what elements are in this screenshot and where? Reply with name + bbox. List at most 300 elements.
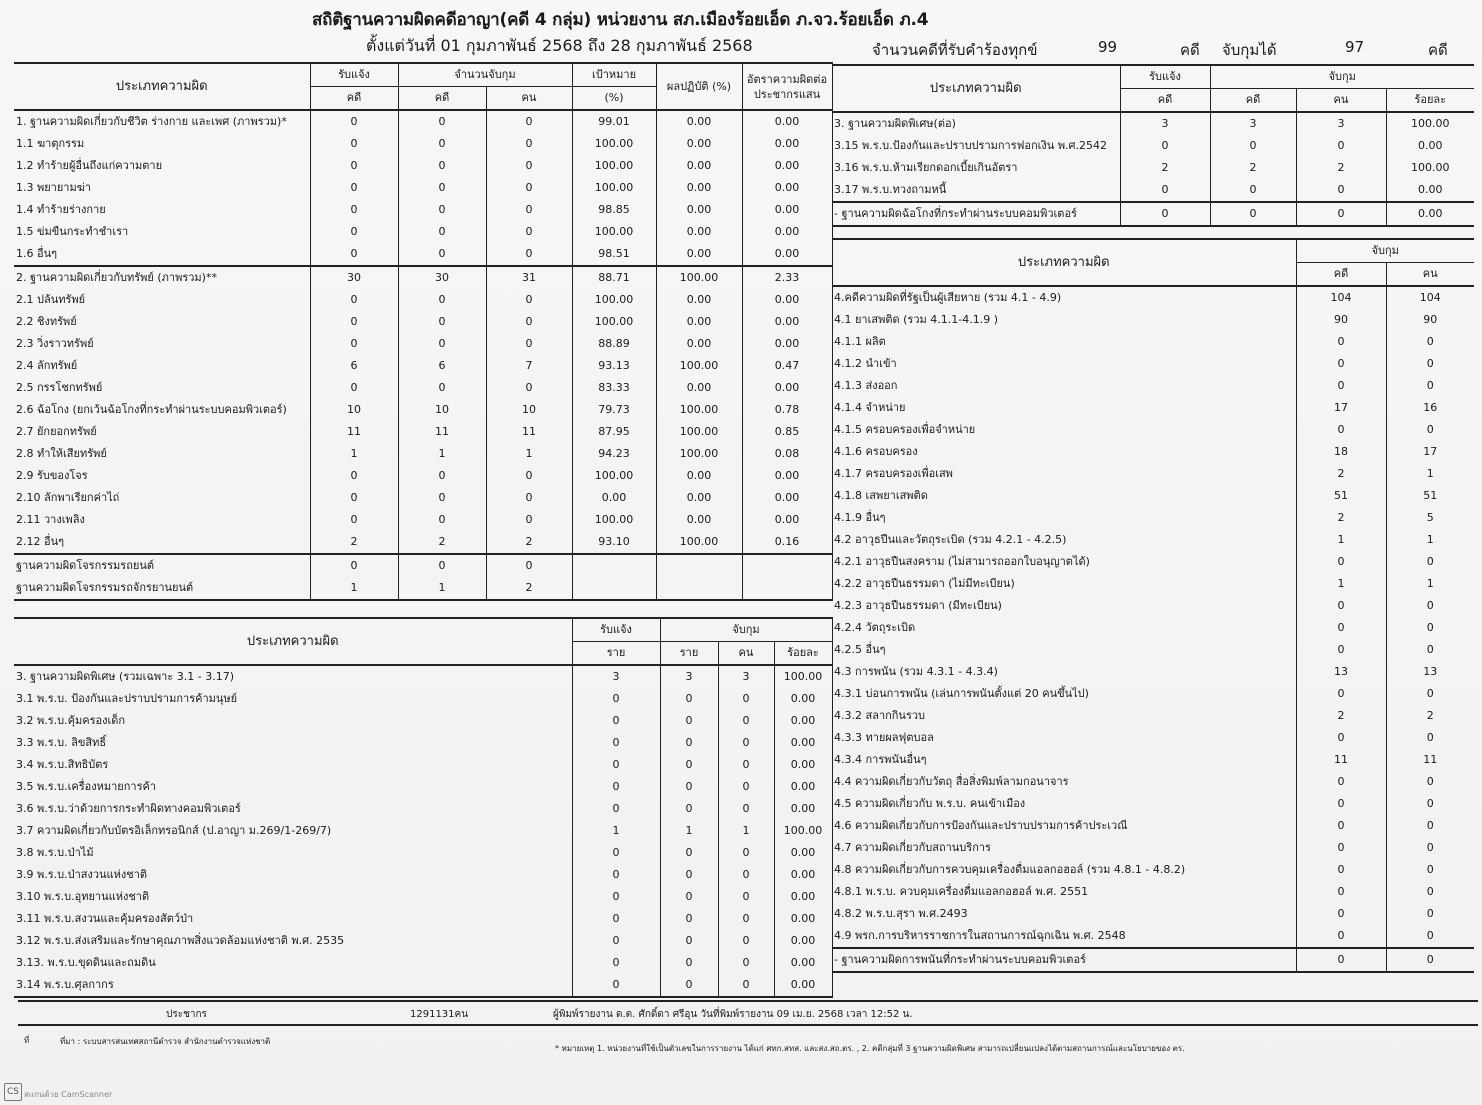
cell-cases: 2 xyxy=(398,531,486,554)
offense-label: 3.9 พ.ร.บ.ป่าสงวนแห่งชาติ xyxy=(16,868,148,881)
cell-percent: 0.00 xyxy=(774,754,832,776)
col-persons: คน xyxy=(1296,89,1386,113)
cell-cases: 0 xyxy=(398,465,486,487)
table-row xyxy=(14,110,832,133)
cell-persons: 0 xyxy=(486,487,572,509)
cell-percent: 100.00 xyxy=(774,820,832,842)
offense-label: 4.1.9 อื่นๆ xyxy=(834,511,886,524)
table-row xyxy=(14,665,832,688)
offense-label: 2.8 ทำให้เสียทรัพย์ xyxy=(16,447,107,460)
table-row xyxy=(832,463,1474,485)
cell-arrested: 3 xyxy=(660,665,718,688)
cell-rate: 0.00 xyxy=(742,487,832,509)
cell-persons: 0 xyxy=(718,754,774,776)
cell-reported: 0 xyxy=(310,155,398,177)
cell-reported: 0 xyxy=(310,554,398,577)
cell-cases: 17 xyxy=(1296,397,1386,419)
table-row xyxy=(832,157,1474,179)
col-offense-type: ประเภทความผิด xyxy=(832,65,1120,112)
cell-persons: 0 xyxy=(486,554,572,577)
offense-label: 1.3 พยายามฆ่า xyxy=(16,181,92,194)
cell-persons: 0 xyxy=(1386,727,1474,749)
cell-arrested: 0 xyxy=(660,864,718,886)
table-row xyxy=(832,749,1474,771)
cell-percent: 0.00 xyxy=(774,798,832,820)
cell-reported: 0 xyxy=(310,509,398,531)
table-row xyxy=(832,375,1474,397)
cell-cases: 0 xyxy=(1296,331,1386,353)
offense-label: 2.9 รับของโจร xyxy=(16,469,88,482)
cell-performance xyxy=(656,577,742,600)
col-reported: รับแจ้ง xyxy=(572,618,660,642)
table-row xyxy=(832,135,1474,157)
offense-label: 2.7 ยักยอกทรัพย์ xyxy=(16,425,97,438)
table-row xyxy=(14,221,832,243)
cell-cases: 0 xyxy=(1296,419,1386,441)
cell-cases: 0 xyxy=(398,110,486,133)
cell-reported: 0 xyxy=(1120,135,1210,157)
cell-percent: 100.00 xyxy=(1386,157,1474,179)
table-row xyxy=(14,266,832,289)
cell-persons: 0 xyxy=(1386,375,1474,397)
offense-label: 3.11 พ.ร.บ.สงวนและคุ้มครองสัตว์ป่า xyxy=(16,912,194,925)
cell-persons: 1 xyxy=(1386,529,1474,551)
table-row xyxy=(14,487,832,509)
cell-target: 100.00 xyxy=(572,465,656,487)
cell-cases: 0 xyxy=(1296,771,1386,793)
table-row xyxy=(14,465,832,487)
offense-label: 4.1.7 ครอบครองเพื่อเสพ xyxy=(834,467,953,480)
cell-reported: 0 xyxy=(310,377,398,399)
cell-target: 0.00 xyxy=(572,487,656,509)
offense-label: 4.6 ความผิดเกี่ยวกับการป้องกันและปราบปรามการค้าประเวณี xyxy=(834,819,1128,832)
col-reported: รับแจ้ง xyxy=(1120,65,1210,89)
cell-cases: 0 xyxy=(398,554,486,577)
cell-cases: 1 xyxy=(398,577,486,600)
cell-reported: 0 xyxy=(310,311,398,333)
cell-reported: 0 xyxy=(572,952,660,974)
cell-persons: 2 xyxy=(486,577,572,600)
table-row xyxy=(832,353,1474,375)
col-reported-cases: คดี xyxy=(1120,89,1210,113)
col-arrested-unit: ราย xyxy=(660,642,718,666)
cell-reported: 0 xyxy=(572,886,660,908)
cell-rate: 0.00 xyxy=(742,377,832,399)
cell-percent: 0.00 xyxy=(774,864,832,886)
cell-reported: 0 xyxy=(310,110,398,133)
offense-label: 4.4 ความผิดเกี่ยวกับวัตถุ สื่อสิ่งพิมพ์ลามกอนาจาร xyxy=(834,775,1069,788)
cell-cases: 0 xyxy=(1296,859,1386,881)
cell-cases: 0 xyxy=(398,199,486,221)
cell-cases: 3 xyxy=(1210,112,1296,135)
table-row xyxy=(14,577,832,600)
cell-target: 100.00 xyxy=(572,155,656,177)
table-row xyxy=(832,837,1474,859)
cell-arrested: 0 xyxy=(660,688,718,710)
cell-persons: 0 xyxy=(486,289,572,311)
cell-rate: 0.00 xyxy=(742,177,832,199)
cell-cases: 0 xyxy=(1296,815,1386,837)
offense-label: 1.6 อื่นๆ xyxy=(16,247,58,260)
col-persons: คน xyxy=(1386,263,1474,287)
cell-persons: 0 xyxy=(486,243,572,266)
table-row xyxy=(14,886,832,908)
table-row xyxy=(14,355,832,377)
offense-label: 4.7 ความผิดเกี่ยวกับสถานบริการ xyxy=(834,841,991,854)
offense-label: 3.12 พ.ร.บ.ส่งเสริมและรักษาคุณภาพสิ่งแวดล้อมแห่งชาติ พ.ศ. 2535 xyxy=(16,934,345,947)
cell-persons: 5 xyxy=(1386,507,1474,529)
col-arrested: จับกุม xyxy=(1210,65,1474,89)
cell-performance: 100.00 xyxy=(656,266,742,289)
cell-performance: 0.00 xyxy=(656,311,742,333)
offense-label: 3.15 พ.ร.บ.ป้องกันและปราบปรามการฟอกเงิน พ.ศ.2542 xyxy=(834,139,1108,152)
col-percent: ร้อยละ xyxy=(774,642,832,666)
offense-label: 4.2.5 อื่นๆ xyxy=(834,643,886,656)
cell-cases: 0 xyxy=(1296,837,1386,859)
table-row xyxy=(832,948,1474,972)
cell-cases: 2 xyxy=(1296,507,1386,529)
offense-label: 1.1 ฆาตุกรรม xyxy=(16,137,85,150)
offense-label: 4.5 ความผิดเกี่ยวกับ พ.ร.บ. คนเข้าเมือง xyxy=(834,797,1026,810)
col-arrested: จับกุม xyxy=(660,618,832,642)
cell-persons: 1 xyxy=(486,443,572,465)
offense-label: 4.1.4 จำหน่าย xyxy=(834,401,906,414)
cell-persons: 1 xyxy=(718,820,774,842)
cell-reported: 0 xyxy=(310,199,398,221)
cell-persons: 11 xyxy=(486,421,572,443)
col-persons: คน xyxy=(718,642,774,666)
offense-label: 2.10 ลักพาเรียกค่าไถ่ xyxy=(16,491,120,504)
offense-label: 4.8.2 พ.ร.บ.สุรา พ.ศ.2493 xyxy=(834,907,968,920)
cell-target: 83.33 xyxy=(572,377,656,399)
cell-persons: 17 xyxy=(1386,441,1474,463)
cell-persons: 0 xyxy=(1296,135,1386,157)
cell-reported: 0 xyxy=(310,133,398,155)
cell-cases: 104 xyxy=(1296,286,1386,309)
offense-label: 4.1 ยาเสพติด (รวม 4.1.1-4.1.9 ) xyxy=(834,313,998,326)
cell-arrested: 0 xyxy=(660,908,718,930)
cell-reported: 6 xyxy=(310,355,398,377)
cell-performance: 0.00 xyxy=(656,199,742,221)
cell-persons: 0 xyxy=(1386,815,1474,837)
table-life-property xyxy=(14,62,833,601)
cell-cases: 0 xyxy=(398,243,486,266)
table-row xyxy=(832,859,1474,881)
table-row xyxy=(14,974,832,997)
cell-target: 100.00 xyxy=(572,177,656,199)
cell-reported: 0 xyxy=(310,177,398,199)
cell-cases: 0 xyxy=(1210,179,1296,202)
cell-cases: 0 xyxy=(398,133,486,155)
cell-cases: 0 xyxy=(398,487,486,509)
cell-percent: 100.00 xyxy=(774,665,832,688)
cell-rate xyxy=(742,577,832,600)
cell-arrested: 0 xyxy=(660,952,718,974)
cell-performance: 0.00 xyxy=(656,509,742,531)
cell-cases: 1 xyxy=(1296,529,1386,551)
offense-label: 3.8 พ.ร.บ.ป่าไม้ xyxy=(16,846,94,859)
cell-performance: 100.00 xyxy=(656,355,742,377)
cell-target: 93.10 xyxy=(572,531,656,554)
cell-persons: 0 xyxy=(1386,837,1474,859)
cell-percent: 0.00 xyxy=(1386,179,1474,202)
offense-label: ฐานความผิดโจรกรรมรถจักรยานยนต์ xyxy=(16,581,194,594)
cell-target: 100.00 xyxy=(572,311,656,333)
table-row xyxy=(14,754,832,776)
cell-performance: 0.00 xyxy=(656,221,742,243)
case-unit-2: คดี xyxy=(1428,41,1448,59)
table-row xyxy=(832,727,1474,749)
cell-target: 79.73 xyxy=(572,399,656,421)
table-row xyxy=(14,776,832,798)
cell-rate: 0.00 xyxy=(742,133,832,155)
cell-percent: 0.00 xyxy=(1386,202,1474,226)
cell-percent: 0.00 xyxy=(774,776,832,798)
cell-cases: 0 xyxy=(1296,639,1386,661)
table-row xyxy=(14,155,832,177)
cell-performance xyxy=(656,554,742,577)
table-special-offenses xyxy=(14,617,833,998)
col-offense-type: ประเภทความผิด xyxy=(14,63,310,110)
offense-label: 4.2.2 อาวุธปืนธรรมดา (ไม่มีทะเบียน) xyxy=(834,577,1015,590)
offense-label: 3.1 พ.ร.บ. ป้องกันและปราบปรามการค้ามนุษย์ xyxy=(16,692,238,705)
cell-persons: 0 xyxy=(1386,948,1474,972)
cell-performance: 0.00 xyxy=(656,487,742,509)
cell-persons: 0 xyxy=(486,110,572,133)
cell-arrested: 0 xyxy=(660,930,718,952)
cell-rate: 0.47 xyxy=(742,355,832,377)
offense-label: 4.1.1 ผลิต xyxy=(834,335,886,348)
cell-cases: 10 xyxy=(398,399,486,421)
cell-reported: 0 xyxy=(572,754,660,776)
cell-reported: 0 xyxy=(310,243,398,266)
table-row xyxy=(832,441,1474,463)
table-row xyxy=(14,531,832,554)
cell-cases: 0 xyxy=(1210,135,1296,157)
report-title: สถิติฐานความผิดคดีอาญา(คดี 4 กลุ่ม) หน่วยงาน สภ.เมืองร้อยเอ็ด ภ.จว.ร้อยเอ็ด ภ.4 xyxy=(312,10,929,30)
cell-persons: 1 xyxy=(1386,573,1474,595)
cell-persons: 13 xyxy=(1386,661,1474,683)
table-row xyxy=(14,732,832,754)
cell-cases: 13 xyxy=(1296,661,1386,683)
cell-cases: 0 xyxy=(398,377,486,399)
table-row xyxy=(832,331,1474,353)
cell-performance: 0.00 xyxy=(656,289,742,311)
offense-label: 1.5 ข่มขืนกระทำชำเรา xyxy=(16,225,129,238)
cell-arrested: 0 xyxy=(660,710,718,732)
cell-cases: 0 xyxy=(1296,727,1386,749)
cell-rate: 0.00 xyxy=(742,199,832,221)
offense-label: 3.13. พ.ร.บ.ขุดดินและถมดิน xyxy=(16,956,156,969)
cell-percent: 0.00 xyxy=(774,886,832,908)
cell-reported: 30 xyxy=(310,266,398,289)
footer-divider-top xyxy=(18,1000,1478,1002)
offense-label: 4.1.8 เสพยาเสพติด xyxy=(834,489,928,502)
offense-label: 4.8 ความผิดเกี่ยวกับการควบคุมเครื่องดื่มแอลกอฮอล์ (รวม 4.8.1 - 4.8.2) xyxy=(834,863,1186,876)
offense-label: 4.2.4 วัตถุระเบิด xyxy=(834,621,916,634)
cell-persons: 0 xyxy=(718,864,774,886)
offense-label: 2.6 ฉ้อโกง (ยกเว้นฉ้อโกงที่กระทำผ่านระบบคอมพิวเตอร์) xyxy=(16,403,287,416)
table-row xyxy=(14,710,832,732)
cell-performance: 0.00 xyxy=(656,243,742,266)
cell-rate: 0.85 xyxy=(742,421,832,443)
cell-target: 100.00 xyxy=(572,133,656,155)
cell-reported: 0 xyxy=(310,465,398,487)
offense-label: 4.1.3 ส่งออก xyxy=(834,379,898,392)
cell-persons: 0 xyxy=(486,133,572,155)
cell-target: 98.51 xyxy=(572,243,656,266)
cell-cases: 0 xyxy=(398,509,486,531)
cell-reported: 3 xyxy=(1120,112,1210,135)
offense-label: 3.10 พ.ร.บ.อุทยานแห่งชาติ xyxy=(16,890,150,903)
table-row xyxy=(832,617,1474,639)
source-mark: ที่ xyxy=(24,1036,30,1045)
cell-cases: 0 xyxy=(1296,881,1386,903)
cell-persons: 1 xyxy=(1386,463,1474,485)
col-target-percent: (%) xyxy=(572,87,656,111)
cell-cases: 0 xyxy=(398,333,486,355)
cell-persons: 3 xyxy=(1296,112,1386,135)
arrested-label: จับกุมได้ xyxy=(1222,41,1277,59)
offense-label: 4.3.3 ทายผลฟุตบอล xyxy=(834,731,934,744)
cell-performance: 0.00 xyxy=(656,333,742,355)
cell-cases: 0 xyxy=(398,311,486,333)
cell-persons: 0 xyxy=(486,509,572,531)
cell-rate: 2.33 xyxy=(742,266,832,289)
table-row xyxy=(832,639,1474,661)
cell-reported: 0 xyxy=(572,864,660,886)
cell-reported: 0 xyxy=(1120,179,1210,202)
cell-cases: 0 xyxy=(1296,353,1386,375)
cell-reported: 11 xyxy=(310,421,398,443)
offense-label: 4.1.5 ครอบครองเพื่อจำหน่าย xyxy=(834,423,976,436)
printed-by: ผู้พิมพ์รายงาน ด.ต. ศักดิ์ดา ศรีอุน วันที่พิมพ์รายงาน 09 เม.ย. 2568 เวลา 12:52 น. xyxy=(553,1009,913,1020)
cell-rate: 0.00 xyxy=(742,465,832,487)
offense-label: ฐานความผิดโจรกรรมรถยนต์ xyxy=(16,559,154,572)
cell-cases: 1 xyxy=(398,443,486,465)
offense-label: 2.11 วางเพลิง xyxy=(16,513,85,526)
cell-percent: 0.00 xyxy=(774,842,832,864)
cell-rate: 0.16 xyxy=(742,531,832,554)
cell-cases: 0 xyxy=(1296,595,1386,617)
cell-arrested: 0 xyxy=(660,886,718,908)
table-row xyxy=(832,815,1474,837)
cell-cases: 2 xyxy=(1210,157,1296,179)
table-row xyxy=(832,485,1474,507)
offense-label: 3.16 พ.ร.บ.ห้ามเรียกดอกเบี้ยเกินอัตรา xyxy=(834,161,1018,174)
offense-label: 2.3 วิ่งราวทรัพย์ xyxy=(16,337,94,350)
cell-persons: 31 xyxy=(486,266,572,289)
cell-cases: 51 xyxy=(1296,485,1386,507)
cell-persons: 0 xyxy=(718,886,774,908)
footer-divider-bottom xyxy=(18,1024,1478,1026)
population-label: ประชากร xyxy=(166,1009,207,1020)
col-performance: ผลปฏิบัติ (%) xyxy=(656,63,742,110)
cell-cases: 1 xyxy=(1296,573,1386,595)
table-row xyxy=(832,112,1474,135)
table-row xyxy=(14,842,832,864)
cell-cases: 0 xyxy=(1296,925,1386,948)
table-special-offenses-continued xyxy=(832,64,1474,227)
cell-target: 88.89 xyxy=(572,333,656,355)
camscanner-watermark: สแกนด้วย CamScanner xyxy=(24,1090,113,1099)
cell-cases: 0 xyxy=(1296,617,1386,639)
cell-target xyxy=(572,554,656,577)
cell-persons: 0 xyxy=(1386,793,1474,815)
cell-percent: 0.00 xyxy=(774,710,832,732)
table-row xyxy=(14,554,832,577)
table-row xyxy=(14,952,832,974)
cell-cases: 0 xyxy=(398,155,486,177)
complaints-label: จำนวนคดีที่รับคำร้องทุกข์ xyxy=(872,41,1038,59)
cell-rate: 0.00 xyxy=(742,110,832,133)
cell-target: 98.85 xyxy=(572,199,656,221)
cell-target xyxy=(572,577,656,600)
offense-label: 3.3 พ.ร.บ. ลิขสิทธิ์ xyxy=(16,736,107,749)
cell-target: 100.00 xyxy=(572,221,656,243)
cell-reported: 0 xyxy=(572,974,660,997)
offense-label: 3.14 พ.ร.บ.ศุลกากร xyxy=(16,978,114,991)
cell-persons: 2 xyxy=(1386,705,1474,727)
cell-persons: 0 xyxy=(1386,331,1474,353)
cell-reported: 0 xyxy=(572,842,660,864)
cell-persons: 104 xyxy=(1386,286,1474,309)
offense-label: - ฐานความผิดการพนันที่กระทำผ่านระบบคอมพิวเตอร์ xyxy=(834,953,1086,966)
cell-persons: 10 xyxy=(486,399,572,421)
cell-persons: 0 xyxy=(1386,903,1474,925)
col-crime-rate: อัตราความผิดต่อประชากรแสน xyxy=(742,63,832,110)
cell-rate: 0.78 xyxy=(742,399,832,421)
table-row xyxy=(14,864,832,886)
cell-persons: 0 xyxy=(1386,419,1474,441)
offense-label: 4.3.4 การพนันอื่นๆ xyxy=(834,753,927,766)
offense-label: 3. ฐานความผิดพิเศษ (รวมเฉพาะ 3.1 - 3.17) xyxy=(16,670,235,683)
cell-reported: 0 xyxy=(310,289,398,311)
cell-persons: 0 xyxy=(718,842,774,864)
table-row xyxy=(14,908,832,930)
cell-target: 88.71 xyxy=(572,266,656,289)
col-arrest-persons: คน xyxy=(486,87,572,111)
offense-label: 3.6 พ.ร.บ.ว่าด้วยการกระทำผิดทางคอมพิวเตอร์ xyxy=(16,802,241,815)
case-unit-1: คดี xyxy=(1180,41,1200,59)
data-source: ที่มา : ระบบสารสนเทศสถานีตำรวจ สำนักงานตำรวจแห่งชาติ xyxy=(60,1037,271,1046)
cell-rate: 0.00 xyxy=(742,243,832,266)
complaints-value: 99 xyxy=(1098,38,1118,56)
cell-cases: 2 xyxy=(1296,705,1386,727)
cell-performance: 0.00 xyxy=(656,110,742,133)
table-row xyxy=(14,199,832,221)
cell-target: 93.13 xyxy=(572,355,656,377)
table-row xyxy=(832,397,1474,419)
table-row xyxy=(832,202,1474,226)
cell-rate: 0.08 xyxy=(742,443,832,465)
cell-reported: 0 xyxy=(572,798,660,820)
cell-cases: 11 xyxy=(1296,749,1386,771)
table-row xyxy=(832,661,1474,683)
cell-persons: 0 xyxy=(1386,551,1474,573)
cell-rate: 0.00 xyxy=(742,509,832,531)
cell-performance: 0.00 xyxy=(656,177,742,199)
cell-persons: 0 xyxy=(1386,639,1474,661)
cell-cases: 90 xyxy=(1296,309,1386,331)
offense-label: 4.8.1 พ.ร.บ. ควบคุมเครื่องดื่มแอลกอฮอล์ พ.ศ. 2551 xyxy=(834,885,1089,898)
table-row xyxy=(832,683,1474,705)
cell-persons: 2 xyxy=(1296,157,1386,179)
offense-label: 1.4 ทำร้ายร่างกาย xyxy=(16,203,106,216)
offense-label: 4.2.1 อาวุธปืนสงคราม (ไม่สามารถออกใบอนุญาตได้) xyxy=(834,555,1090,568)
cell-arrested: 0 xyxy=(660,842,718,864)
cell-persons: 0 xyxy=(1386,925,1474,948)
